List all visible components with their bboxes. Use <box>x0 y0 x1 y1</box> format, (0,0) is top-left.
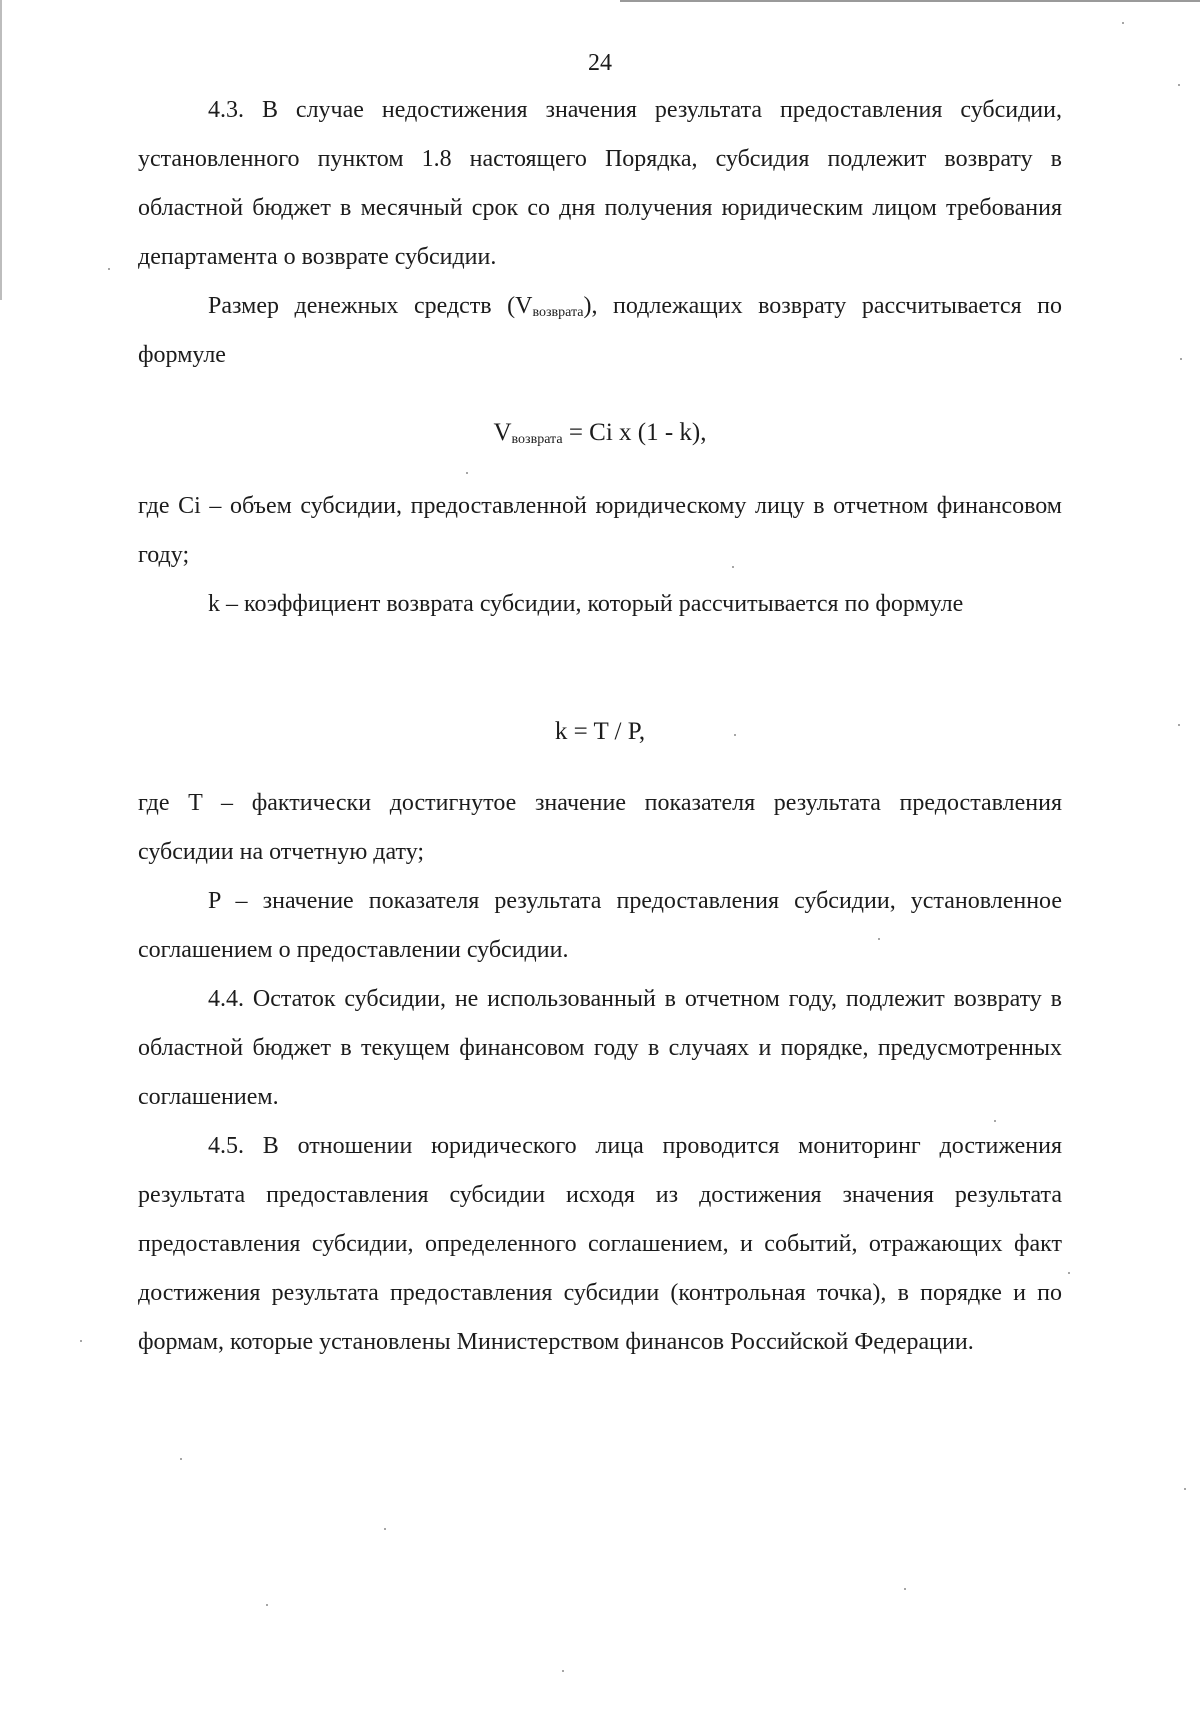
definition-p: P – значение показателя результата предоставления субсидии, установленное соглашением о предоставлении субсидии. <box>138 888 1062 963</box>
scan-speck <box>466 472 468 474</box>
scan-speck <box>1180 358 1182 360</box>
subscript-vozvrata: возврата <box>532 305 584 320</box>
scan-speck <box>266 1604 268 1606</box>
formula1-lhs: V <box>493 419 512 446</box>
formula2-definitions-and-sections <box>138 779 1062 1367</box>
scan-speck <box>878 938 880 940</box>
page-number: 24 <box>588 50 612 76</box>
paragraph-4-4: 4.4. Остаток субсидии, не использованный в отчетном году, подлежит возврату в областной бюджет в текущем финансовом году в случаях и порядке, предусмотренных соглашением. <box>138 986 1062 1110</box>
formula-k: k = T / P, <box>554 718 646 745</box>
scan-speck <box>1068 1272 1070 1274</box>
scan-edge-line <box>620 0 1200 2</box>
scan-speck <box>904 1588 906 1590</box>
formula1-definitions <box>138 482 1062 629</box>
paragraph-4-5: 4.5. В отношении юридического лица проводится мониторинг достижения результата предоставления субсидии исходя из достижения значения результата предоставления субсидии, определенного соглашением, и событий, отражающих факт достижения результата предоставления субсидии (контрольная точка), в порядке и по формам, которые установлены Министерством финансов Российской Федерации. <box>138 1133 1062 1355</box>
scan-speck <box>180 1458 182 1460</box>
definition-ci: где Ci – объем субсидии, предоставленной юридическому лицу в отчетном финансовом году; <box>138 493 1062 568</box>
definition-t: где T – фактически достигнутое значение показателя результата предоставления субсидии на отчетную дату; <box>138 790 1062 865</box>
scan-speck <box>1122 22 1124 24</box>
scan-speck <box>1184 1488 1186 1490</box>
formula-v-return <box>0 419 1200 447</box>
para2-text-start: Размер денежных средств (V <box>208 293 533 319</box>
scan-speck <box>562 1670 564 1672</box>
paragraph-4-3: 4.3. В случае недостижения значения результата предоставления субсидии, установленного пунктом 1.8 настоящего Порядка, субсидия подлежит возврату в областной бюджет в месячный срок со дня получения юридическим лицом требования департамента о возврате субсидии. <box>138 97 1062 270</box>
paragraph-return-amount <box>138 282 1062 380</box>
formula1-rhs: = Ci х (1 - k), <box>562 419 707 446</box>
scan-edge-line <box>0 0 2 300</box>
section-4-3-intro <box>138 86 1062 380</box>
scan-speck <box>80 1340 82 1342</box>
scan-speck <box>1178 724 1180 726</box>
scan-speck <box>384 1528 386 1530</box>
scan-speck <box>994 1120 996 1122</box>
formula1-subscript: возврата <box>511 432 563 447</box>
scan-speck <box>732 566 734 568</box>
scan-speck <box>108 268 110 270</box>
scan-speck <box>1178 84 1180 86</box>
definition-k: k – коэффициент возврата субсидии, который рассчитывается по формуле <box>208 591 964 617</box>
scan-speck <box>734 734 736 736</box>
para2-text-end: ), подлежащих возврату рассчитывается по формуле <box>138 293 1062 368</box>
